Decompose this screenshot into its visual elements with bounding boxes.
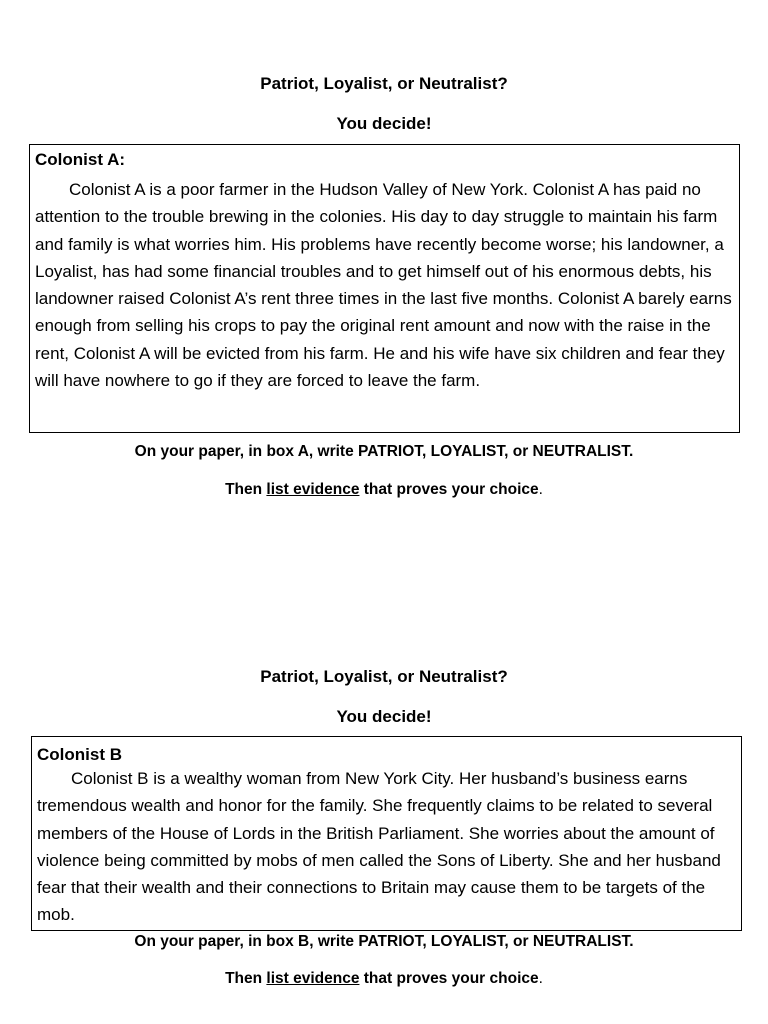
- then-suffix: that proves your choice: [359, 970, 539, 987]
- section-b-subtitle: You decide!: [336, 707, 432, 726]
- colonist-b-label: Colonist B: [37, 745, 122, 764]
- then-prefix: Then: [225, 970, 267, 987]
- then-period: .: [538, 481, 543, 498]
- then-suffix: that proves your choice: [359, 481, 539, 498]
- section-b-title: Patriot, Loyalist, or Neutralist?: [260, 667, 508, 686]
- section-a-then-line: [0, 480, 768, 500]
- then-prefix: Then: [225, 481, 267, 498]
- list-evidence-text: list evidence: [266, 970, 360, 987]
- colonist-a-box: [29, 144, 740, 433]
- colonist-b-text: Colonist B is a wealthy woman from New York City. Her husband’s business earns tremendous wealth and honor for the family. She frequently claims to be related to several members of the House of Lords in the British Parliament. She worries about the amount of violence being committed by mobs of men called the Sons of Liberty. She and her husband fear that their wealth and their connections to Britain may cause them to be targets of the mob.: [37, 769, 721, 925]
- section-a-title: Patriot, Loyalist, or Neutralist?: [260, 74, 508, 93]
- colonist-a-label: Colonist A:: [35, 150, 126, 169]
- colonist-a-text: Colonist A is a poor farmer in the Hudson Valley of New York. Colonist A has paid no attention to the trouble brewing in the colonies. His day to day struggle to maintain his farm and family is what worries him. His problems have recently become worse; his landowner, a Loyalist, has had some financial troubles and to get himself out of his enormous debts, his landowner raised Colonist A’s rent three times in the last five months. Colonist A barely earns enough from selling his crops to pay the original rent amount and now with the raise in the rent, Colonist A will be evicted from his farm. He and his wife have six children and fear they will have nowhere to go if they are forced to leave the farm.: [35, 180, 732, 391]
- section-a-instruction: On your paper, in box A, write PATRIOT, LOYALIST, or NEUTRALIST.: [134, 443, 634, 460]
- then-period: .: [538, 970, 543, 987]
- section-b-then-line: [0, 969, 768, 989]
- list-evidence-text: list evidence: [266, 481, 360, 498]
- section-a-subtitle: You decide!: [336, 114, 432, 133]
- section-b-instruction: On your paper, in box B, write PATRIOT, LOYALIST, or NEUTRALIST.: [134, 933, 634, 950]
- colonist-b-box: [31, 736, 742, 931]
